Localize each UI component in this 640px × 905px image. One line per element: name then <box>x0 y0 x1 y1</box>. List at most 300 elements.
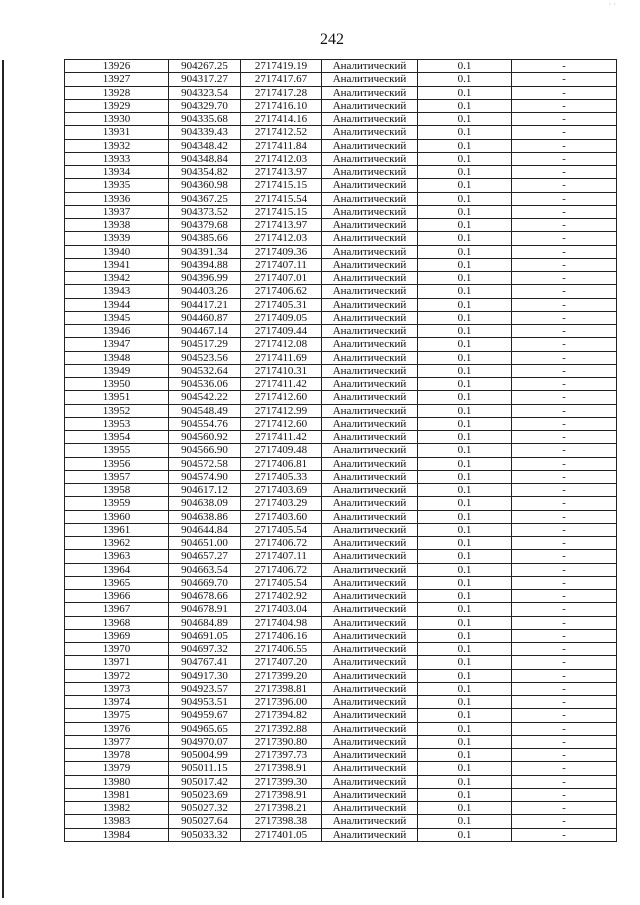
note-cell: - <box>512 258 617 271</box>
y-coordinate-cell: 2717412.99 <box>241 404 322 417</box>
accuracy-cell: 0.1 <box>418 696 512 709</box>
point-number-cell: 13964 <box>65 563 169 576</box>
note-cell: - <box>512 285 617 298</box>
x-coordinate-cell: 904657.27 <box>169 550 241 563</box>
x-coordinate-cell: 904379.68 <box>169 219 241 232</box>
table-row <box>65 298 617 311</box>
method-cell: Аналитический <box>322 325 418 338</box>
table-row <box>65 205 617 218</box>
point-number-cell: 13959 <box>65 497 169 510</box>
method-cell: Аналитический <box>322 232 418 245</box>
y-coordinate-cell: 2717412.08 <box>241 338 322 351</box>
y-coordinate-cell: 2717409.05 <box>241 311 322 324</box>
x-coordinate-cell: 904554.76 <box>169 417 241 430</box>
point-number-cell: 13932 <box>65 139 169 152</box>
y-coordinate-cell: 2717413.97 <box>241 219 322 232</box>
x-coordinate-cell: 904467.14 <box>169 325 241 338</box>
accuracy-cell: 0.1 <box>418 749 512 762</box>
y-coordinate-cell: 2717417.28 <box>241 86 322 99</box>
point-number-cell: 13929 <box>65 99 169 112</box>
note-cell: - <box>512 351 617 364</box>
x-coordinate-cell: 904684.89 <box>169 616 241 629</box>
method-cell: Аналитический <box>322 166 418 179</box>
method-cell: Аналитический <box>322 99 418 112</box>
y-coordinate-cell: 2717407.20 <box>241 656 322 669</box>
point-number-cell: 13974 <box>65 696 169 709</box>
y-coordinate-cell: 2717412.60 <box>241 417 322 430</box>
left-margin-rule <box>2 60 4 898</box>
y-coordinate-cell: 2717398.91 <box>241 788 322 801</box>
accuracy-cell: 0.1 <box>418 417 512 430</box>
point-number-cell: 13944 <box>65 298 169 311</box>
point-number-cell: 13941 <box>65 258 169 271</box>
method-cell: Аналитический <box>322 735 418 748</box>
method-cell: Аналитический <box>322 73 418 86</box>
point-number-cell: 13977 <box>65 735 169 748</box>
accuracy-cell: 0.1 <box>418 99 512 112</box>
method-cell: Аналитический <box>322 378 418 391</box>
y-coordinate-cell: 2717407.01 <box>241 272 322 285</box>
y-coordinate-cell: 2717415.54 <box>241 192 322 205</box>
table-row <box>65 616 617 629</box>
y-coordinate-cell: 2717398.91 <box>241 762 322 775</box>
accuracy-cell: 0.1 <box>418 669 512 682</box>
method-cell: Аналитический <box>322 86 418 99</box>
accuracy-cell: 0.1 <box>418 523 512 536</box>
page-number: 242 <box>320 31 344 48</box>
note-cell: - <box>512 550 617 563</box>
point-number-cell: 13967 <box>65 603 169 616</box>
y-coordinate-cell: 2717407.11 <box>241 258 322 271</box>
note-cell: - <box>512 775 617 788</box>
x-coordinate-cell: 904417.21 <box>169 298 241 311</box>
method-cell: Аналитический <box>322 139 418 152</box>
table-row <box>65 603 617 616</box>
table-row <box>65 272 617 285</box>
note-cell: - <box>512 139 617 152</box>
point-number-cell: 13965 <box>65 576 169 589</box>
accuracy-cell: 0.1 <box>418 828 512 841</box>
accuracy-cell: 0.1 <box>418 391 512 404</box>
x-coordinate-cell: 904560.92 <box>169 431 241 444</box>
method-cell: Аналитический <box>322 682 418 695</box>
table-row <box>65 709 617 722</box>
x-coordinate-cell: 904367.25 <box>169 192 241 205</box>
point-number-cell: 13952 <box>65 404 169 417</box>
note-cell: - <box>512 60 617 73</box>
note-cell: - <box>512 590 617 603</box>
y-coordinate-cell: 2717392.88 <box>241 722 322 735</box>
accuracy-cell: 0.1 <box>418 497 512 510</box>
point-number-cell: 13934 <box>65 166 169 179</box>
table-row <box>65 258 617 271</box>
accuracy-cell: 0.1 <box>418 285 512 298</box>
table-row <box>65 669 617 682</box>
accuracy-cell: 0.1 <box>418 709 512 722</box>
x-coordinate-cell: 904965.65 <box>169 722 241 735</box>
method-cell: Аналитический <box>322 272 418 285</box>
point-number-cell: 13971 <box>65 656 169 669</box>
note-cell: - <box>512 152 617 165</box>
accuracy-cell: 0.1 <box>418 431 512 444</box>
note-cell: - <box>512 417 617 430</box>
method-cell: Аналитический <box>322 669 418 682</box>
note-cell: - <box>512 616 617 629</box>
table-row <box>65 510 617 523</box>
point-number-cell: 13947 <box>65 338 169 351</box>
note-cell: - <box>512 126 617 139</box>
method-cell: Аналитический <box>322 762 418 775</box>
method-cell: Аналитический <box>322 788 418 801</box>
accuracy-cell: 0.1 <box>418 192 512 205</box>
x-coordinate-cell: 904317.27 <box>169 73 241 86</box>
point-number-cell: 13968 <box>65 616 169 629</box>
accuracy-cell: 0.1 <box>418 179 512 192</box>
note-cell: - <box>512 232 617 245</box>
note-cell: - <box>512 338 617 351</box>
table-row <box>65 245 617 258</box>
method-cell: Аналитический <box>322 179 418 192</box>
accuracy-cell: 0.1 <box>418 603 512 616</box>
accuracy-cell: 0.1 <box>418 338 512 351</box>
x-coordinate-cell: 904517.29 <box>169 338 241 351</box>
point-number-cell: 13966 <box>65 590 169 603</box>
point-number-cell: 13942 <box>65 272 169 285</box>
table-row <box>65 311 617 324</box>
y-coordinate-cell: 2717412.03 <box>241 152 322 165</box>
accuracy-cell: 0.1 <box>418 311 512 324</box>
table-row <box>65 576 617 589</box>
note-cell: - <box>512 470 617 483</box>
point-number-cell: 13976 <box>65 722 169 735</box>
x-coordinate-cell: 904329.70 <box>169 99 241 112</box>
note-cell: - <box>512 219 617 232</box>
point-number-cell: 13943 <box>65 285 169 298</box>
note-cell: - <box>512 749 617 762</box>
point-number-cell: 13981 <box>65 788 169 801</box>
accuracy-cell: 0.1 <box>418 815 512 828</box>
y-coordinate-cell: 2717390.80 <box>241 735 322 748</box>
note-cell: - <box>512 272 617 285</box>
method-cell: Аналитический <box>322 603 418 616</box>
x-coordinate-cell: 904385.66 <box>169 232 241 245</box>
x-coordinate-cell: 904767.41 <box>169 656 241 669</box>
accuracy-cell: 0.1 <box>418 576 512 589</box>
accuracy-cell: 0.1 <box>418 351 512 364</box>
method-cell: Аналитический <box>322 722 418 735</box>
y-coordinate-cell: 2717405.31 <box>241 298 322 311</box>
note-cell: - <box>512 629 617 642</box>
accuracy-cell: 0.1 <box>418 113 512 126</box>
method-cell: Аналитический <box>322 643 418 656</box>
y-coordinate-cell: 2717411.84 <box>241 139 322 152</box>
table-row <box>65 722 617 735</box>
table-row <box>65 60 617 73</box>
y-coordinate-cell: 2717399.20 <box>241 669 322 682</box>
table-row <box>65 325 617 338</box>
note-cell: - <box>512 669 617 682</box>
table-row <box>65 152 617 165</box>
point-number-cell: 13962 <box>65 537 169 550</box>
table-row <box>65 232 617 245</box>
accuracy-cell: 0.1 <box>418 364 512 377</box>
method-cell: Аналитический <box>322 629 418 642</box>
x-coordinate-cell: 904360.98 <box>169 179 241 192</box>
note-cell: - <box>512 682 617 695</box>
point-number-cell: 13953 <box>65 417 169 430</box>
table-row <box>65 285 617 298</box>
point-number-cell: 13950 <box>65 378 169 391</box>
accuracy-cell: 0.1 <box>418 629 512 642</box>
point-number-cell: 13937 <box>65 205 169 218</box>
note-cell: - <box>512 205 617 218</box>
point-number-cell: 13931 <box>65 126 169 139</box>
note-cell: - <box>512 802 617 815</box>
accuracy-cell: 0.1 <box>418 722 512 735</box>
accuracy-cell: 0.1 <box>418 457 512 470</box>
table-row <box>65 550 617 563</box>
note-cell: - <box>512 510 617 523</box>
x-coordinate-cell: 904267.25 <box>169 60 241 73</box>
accuracy-cell: 0.1 <box>418 404 512 417</box>
point-number-cell: 13969 <box>65 629 169 642</box>
note-cell: - <box>512 73 617 86</box>
x-coordinate-cell: 904396.99 <box>169 272 241 285</box>
y-coordinate-cell: 2717398.81 <box>241 682 322 695</box>
method-cell: Аналитический <box>322 537 418 550</box>
accuracy-cell: 0.1 <box>418 550 512 563</box>
note-cell: - <box>512 537 617 550</box>
accuracy-cell: 0.1 <box>418 73 512 86</box>
note-cell: - <box>512 391 617 404</box>
table-row <box>65 417 617 430</box>
point-number-cell: 13955 <box>65 444 169 457</box>
y-coordinate-cell: 2717412.60 <box>241 391 322 404</box>
y-coordinate-cell: 2717398.38 <box>241 815 322 828</box>
note-cell: - <box>512 603 617 616</box>
method-cell: Аналитический <box>322 510 418 523</box>
x-coordinate-cell: 904403.26 <box>169 285 241 298</box>
table-row <box>65 457 617 470</box>
point-number-cell: 13930 <box>65 113 169 126</box>
table-row <box>65 73 617 86</box>
x-coordinate-cell: 904644.84 <box>169 523 241 536</box>
accuracy-cell: 0.1 <box>418 802 512 815</box>
y-coordinate-cell: 2717414.16 <box>241 113 322 126</box>
point-number-cell: 13980 <box>65 775 169 788</box>
table-row <box>65 656 617 669</box>
note-cell: - <box>512 523 617 536</box>
note-cell: - <box>512 86 617 99</box>
x-coordinate-cell: 905027.32 <box>169 802 241 815</box>
x-coordinate-cell: 904373.52 <box>169 205 241 218</box>
x-coordinate-cell: 904678.91 <box>169 603 241 616</box>
table-row <box>65 431 617 444</box>
x-coordinate-cell: 904638.86 <box>169 510 241 523</box>
table-row <box>65 497 617 510</box>
x-coordinate-cell: 904669.70 <box>169 576 241 589</box>
method-cell: Аналитический <box>322 404 418 417</box>
y-coordinate-cell: 2717417.67 <box>241 73 322 86</box>
accuracy-cell: 0.1 <box>418 484 512 497</box>
note-cell: - <box>512 709 617 722</box>
point-number-cell: 13933 <box>65 152 169 165</box>
accuracy-cell: 0.1 <box>418 762 512 775</box>
note-cell: - <box>512 457 617 470</box>
y-coordinate-cell: 2717401.05 <box>241 828 322 841</box>
y-coordinate-cell: 2717403.60 <box>241 510 322 523</box>
method-cell: Аналитический <box>322 656 418 669</box>
point-number-cell: 13983 <box>65 815 169 828</box>
y-coordinate-cell: 2717407.11 <box>241 550 322 563</box>
y-coordinate-cell: 2717409.44 <box>241 325 322 338</box>
table-row <box>65 444 617 457</box>
y-coordinate-cell: 2717403.29 <box>241 497 322 510</box>
note-cell: - <box>512 576 617 589</box>
y-coordinate-cell: 2717413.97 <box>241 166 322 179</box>
accuracy-cell: 0.1 <box>418 682 512 695</box>
method-cell: Аналитический <box>322 60 418 73</box>
method-cell: Аналитический <box>322 338 418 351</box>
point-number-cell: 13972 <box>65 669 169 682</box>
table-row <box>65 563 617 576</box>
accuracy-cell: 0.1 <box>418 205 512 218</box>
method-cell: Аналитический <box>322 219 418 232</box>
note-cell: - <box>512 762 617 775</box>
method-cell: Аналитический <box>322 298 418 311</box>
accuracy-cell: 0.1 <box>418 86 512 99</box>
x-coordinate-cell: 904354.82 <box>169 166 241 179</box>
method-cell: Аналитический <box>322 828 418 841</box>
table-row <box>65 139 617 152</box>
method-cell: Аналитический <box>322 590 418 603</box>
x-coordinate-cell: 904953.51 <box>169 696 241 709</box>
accuracy-cell: 0.1 <box>418 258 512 271</box>
x-coordinate-cell: 904335.68 <box>169 113 241 126</box>
table-row <box>65 696 617 709</box>
accuracy-cell: 0.1 <box>418 616 512 629</box>
x-coordinate-cell: 904678.66 <box>169 590 241 603</box>
table-row <box>65 749 617 762</box>
table-row <box>65 86 617 99</box>
y-coordinate-cell: 2717406.72 <box>241 563 322 576</box>
y-coordinate-cell: 2717406.72 <box>241 537 322 550</box>
point-number-cell: 13957 <box>65 470 169 483</box>
table-row <box>65 735 617 748</box>
x-coordinate-cell: 904923.57 <box>169 682 241 695</box>
method-cell: Аналитический <box>322 444 418 457</box>
y-coordinate-cell: 2717405.54 <box>241 523 322 536</box>
method-cell: Аналитический <box>322 364 418 377</box>
table-row <box>65 113 617 126</box>
point-number-cell: 13984 <box>65 828 169 841</box>
method-cell: Аналитический <box>322 245 418 258</box>
x-coordinate-cell: 904574.90 <box>169 470 241 483</box>
accuracy-cell: 0.1 <box>418 563 512 576</box>
method-cell: Аналитический <box>322 696 418 709</box>
point-number-cell: 13940 <box>65 245 169 258</box>
y-coordinate-cell: 2717419.19 <box>241 60 322 73</box>
point-number-cell: 13963 <box>65 550 169 563</box>
y-coordinate-cell: 2717403.69 <box>241 484 322 497</box>
accuracy-cell: 0.1 <box>418 298 512 311</box>
y-coordinate-cell: 2717411.42 <box>241 431 322 444</box>
note-cell: - <box>512 166 617 179</box>
x-coordinate-cell: 904542.22 <box>169 391 241 404</box>
y-coordinate-cell: 2717396.00 <box>241 696 322 709</box>
table-row <box>65 166 617 179</box>
table-row <box>65 484 617 497</box>
table-row <box>65 192 617 205</box>
x-coordinate-cell: 905027.64 <box>169 815 241 828</box>
y-coordinate-cell: 2717415.15 <box>241 179 322 192</box>
y-coordinate-cell: 2717399.30 <box>241 775 322 788</box>
method-cell: Аналитический <box>322 113 418 126</box>
x-coordinate-cell: 905004.99 <box>169 749 241 762</box>
method-cell: Аналитический <box>322 192 418 205</box>
x-coordinate-cell: 905017.42 <box>169 775 241 788</box>
method-cell: Аналитический <box>322 815 418 828</box>
point-number-cell: 13954 <box>65 431 169 444</box>
table-row <box>65 762 617 775</box>
table-row <box>65 351 617 364</box>
note-cell: - <box>512 325 617 338</box>
table-row <box>65 775 617 788</box>
table-row <box>65 404 617 417</box>
y-coordinate-cell: 2717398.21 <box>241 802 322 815</box>
point-number-cell: 13961 <box>65 523 169 536</box>
y-coordinate-cell: 2717405.54 <box>241 576 322 589</box>
note-cell: - <box>512 444 617 457</box>
method-cell: Аналитический <box>322 417 418 430</box>
note-cell: - <box>512 497 617 510</box>
accuracy-cell: 0.1 <box>418 378 512 391</box>
table-row <box>65 802 617 815</box>
method-cell: Аналитический <box>322 152 418 165</box>
method-cell: Аналитический <box>322 470 418 483</box>
point-number-cell: 13978 <box>65 749 169 762</box>
point-number-cell: 13973 <box>65 682 169 695</box>
point-number-cell: 13949 <box>65 364 169 377</box>
method-cell: Аналитический <box>322 431 418 444</box>
table-row <box>65 788 617 801</box>
point-number-cell: 13948 <box>65 351 169 364</box>
x-coordinate-cell: 905023.69 <box>169 788 241 801</box>
y-coordinate-cell: 2717415.15 <box>241 205 322 218</box>
note-cell: - <box>512 484 617 497</box>
x-coordinate-cell: 904460.87 <box>169 311 241 324</box>
table-row <box>65 126 617 139</box>
table-row <box>65 470 617 483</box>
method-cell: Аналитический <box>322 775 418 788</box>
point-number-cell: 13945 <box>65 311 169 324</box>
table-row <box>65 682 617 695</box>
note-cell: - <box>512 179 617 192</box>
x-coordinate-cell: 904532.64 <box>169 364 241 377</box>
point-number-cell: 13927 <box>65 73 169 86</box>
method-cell: Аналитический <box>322 484 418 497</box>
y-coordinate-cell: 2717411.42 <box>241 378 322 391</box>
accuracy-cell: 0.1 <box>418 444 512 457</box>
note-cell: - <box>512 656 617 669</box>
accuracy-cell: 0.1 <box>418 656 512 669</box>
x-coordinate-cell: 904959.67 <box>169 709 241 722</box>
table-row <box>65 179 617 192</box>
note-cell: - <box>512 431 617 444</box>
y-coordinate-cell: 2717404.98 <box>241 616 322 629</box>
accuracy-cell: 0.1 <box>418 152 512 165</box>
x-coordinate-cell: 904572.58 <box>169 457 241 470</box>
